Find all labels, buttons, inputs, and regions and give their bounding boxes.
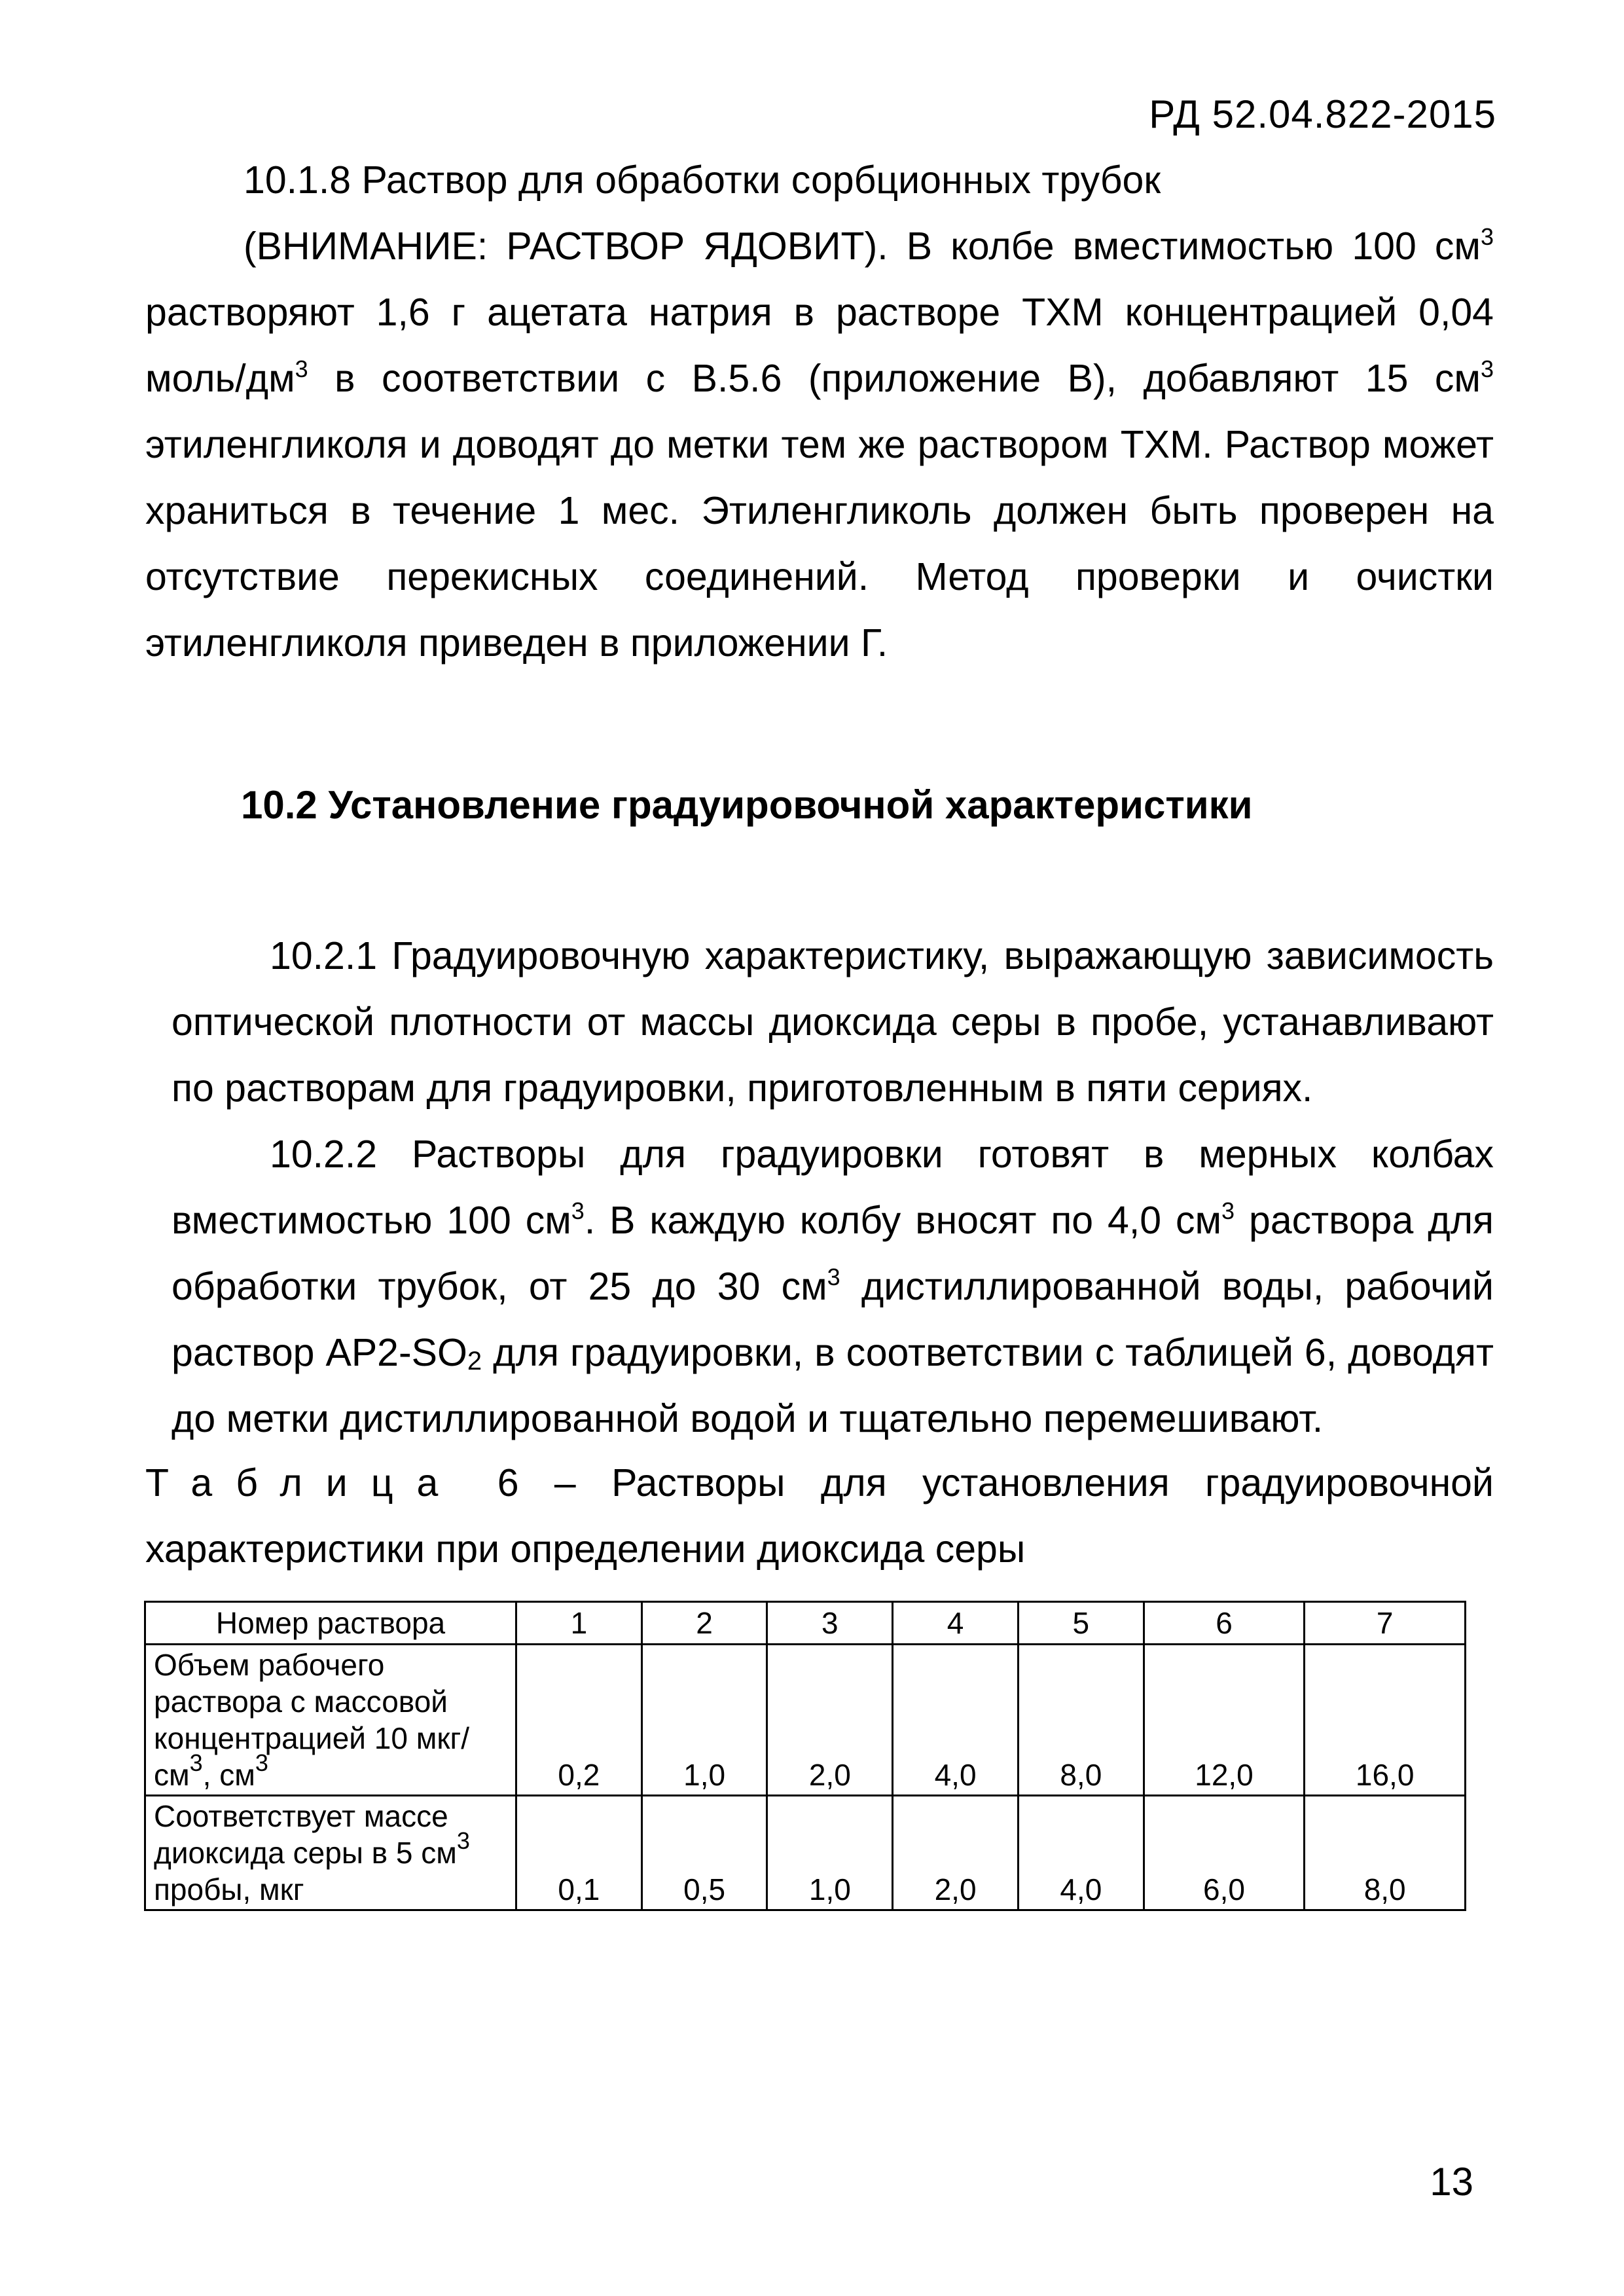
- header-cell: 6: [1144, 1602, 1305, 1645]
- table-cell: 0,5: [641, 1796, 767, 1910]
- caption-label: Таблица: [145, 1461, 462, 1504]
- table-cell: 1,0: [767, 1796, 893, 1910]
- row-label-text: Соответствует массе диоксида серы в 5 см: [154, 1799, 457, 1870]
- table-row: [145, 1645, 1466, 1796]
- table-cell: 12,0: [1144, 1645, 1305, 1796]
- caption-paragraph: [145, 1450, 1494, 1582]
- row-label-text: пробы, мкг: [154, 1872, 304, 1906]
- superscript: 3: [1480, 223, 1494, 250]
- row-label-text: , см: [202, 1758, 255, 1792]
- superscript: 3: [189, 1749, 203, 1776]
- paragraph-text: для градуировки, в соответствии с таблицей 6, доводят до метки дистиллированной водой и тщательно перемешивают.: [171, 1331, 1494, 1440]
- table-cell: 2,0: [767, 1645, 893, 1796]
- paragraph-text: дистиллированной воды, рабочий раствор АР2-SO: [171, 1265, 1494, 1374]
- paragraph-text: (ВНИМАНИЕ: РАСТВОР ЯДОВИТ). В колбе вместимостью 100 см: [244, 225, 1481, 268]
- paragraph-text: Растворы для градуировки готовят в мерных колбах вместимостью 100 см: [171, 1133, 1494, 1242]
- superscript: 3: [571, 1197, 585, 1224]
- paragraph-text: в соответствии с В.5.6 (приложение В), добавляют 15 см: [308, 357, 1481, 400]
- section-10-1-8: [145, 147, 1494, 676]
- header-label-cell: Номер раствора: [145, 1602, 516, 1645]
- page-number: 13: [1430, 2160, 1473, 2204]
- header-cell: 5: [1018, 1602, 1144, 1645]
- header-cell: 2: [641, 1602, 767, 1645]
- row-label-cell: [145, 1645, 516, 1796]
- row-label-cell: [145, 1796, 516, 1910]
- header-cell: 4: [893, 1602, 1019, 1645]
- document-code: РД 52.04.822-2015: [1149, 92, 1496, 136]
- caption-dash: –: [554, 1461, 576, 1504]
- table-cell: 4,0: [1018, 1796, 1144, 1910]
- section-number: 10.1.8: [244, 158, 352, 202]
- row-label-text: Объем рабочего раствора с массовой концентрацией 10 мкг/см: [154, 1648, 470, 1792]
- caption-number: 6: [497, 1461, 519, 1504]
- subscript: 2: [467, 1347, 482, 1376]
- header-cell: 7: [1305, 1602, 1466, 1645]
- superscript: 3: [827, 1264, 840, 1290]
- table-header-row: [145, 1602, 1466, 1645]
- table-cell: 1,0: [641, 1645, 767, 1796]
- data-table: [144, 1601, 1466, 1911]
- table-cell: 8,0: [1305, 1796, 1466, 1910]
- paragraph-text: Градуировочную характеристику, выражающую зависимость оптической плотности от массы диоксида серы в пробе, устанавливают по растворам для градуировки, приготовленным в пяти сериях.: [171, 934, 1494, 1110]
- paragraph-10-2-1: [171, 923, 1494, 1121]
- table-cell: 8,0: [1018, 1645, 1144, 1796]
- caption-text: Растворы для установления градуировочной характеристики при определении диоксида серы: [145, 1461, 1494, 1571]
- section-number: 10.2.1: [270, 934, 378, 977]
- superscript: 3: [1480, 355, 1494, 382]
- table-cell: 6,0: [1144, 1796, 1305, 1910]
- paragraph-text: растворяют 1,6 г ацетата натрия в растворе ТХМ концентрацией 0,04 моль/дм: [145, 291, 1494, 400]
- superscript: 3: [1221, 1197, 1235, 1224]
- paragraph-text: этиленгликоля и доводят до метки тем же раствором ТХМ. Раствор может храниться в течение 1 мес. Этиленгликоль должен быть проверен на отсутствие перекисных соединений. Метод проверки и очистки этиленгликоля приведен в приложении Г.: [145, 423, 1494, 665]
- table-cell: 16,0: [1305, 1645, 1466, 1796]
- section-10-2-1: [171, 923, 1494, 1452]
- section-title: Раствор для обработки сорбционных трубок: [361, 158, 1161, 202]
- header-cell: 3: [767, 1602, 893, 1645]
- table-cell: 4,0: [893, 1645, 1019, 1796]
- table-cell: 0,2: [516, 1645, 642, 1796]
- table-cell: 0,1: [516, 1796, 642, 1910]
- table-caption: [145, 1450, 1494, 1582]
- superscript: 3: [255, 1749, 268, 1776]
- section-heading-10-2: 10.2 Установление градуировочной характеристики: [241, 783, 1253, 827]
- superscript: 3: [295, 355, 308, 382]
- superscript: 3: [456, 1827, 470, 1854]
- table-row: [145, 1796, 1466, 1910]
- paragraph-10-2-2: [171, 1121, 1494, 1452]
- paragraph-text: . В каждую колбу вносят по 4,0 см: [584, 1199, 1222, 1242]
- paragraph-text: раствора для обработки трубок, от 25 до 30 см: [171, 1199, 1494, 1308]
- paragraph-10-1-8: [145, 147, 1494, 676]
- header-cell: 1: [516, 1602, 642, 1645]
- section-number: 10.2.2: [270, 1133, 378, 1176]
- table-cell: 2,0: [893, 1796, 1019, 1910]
